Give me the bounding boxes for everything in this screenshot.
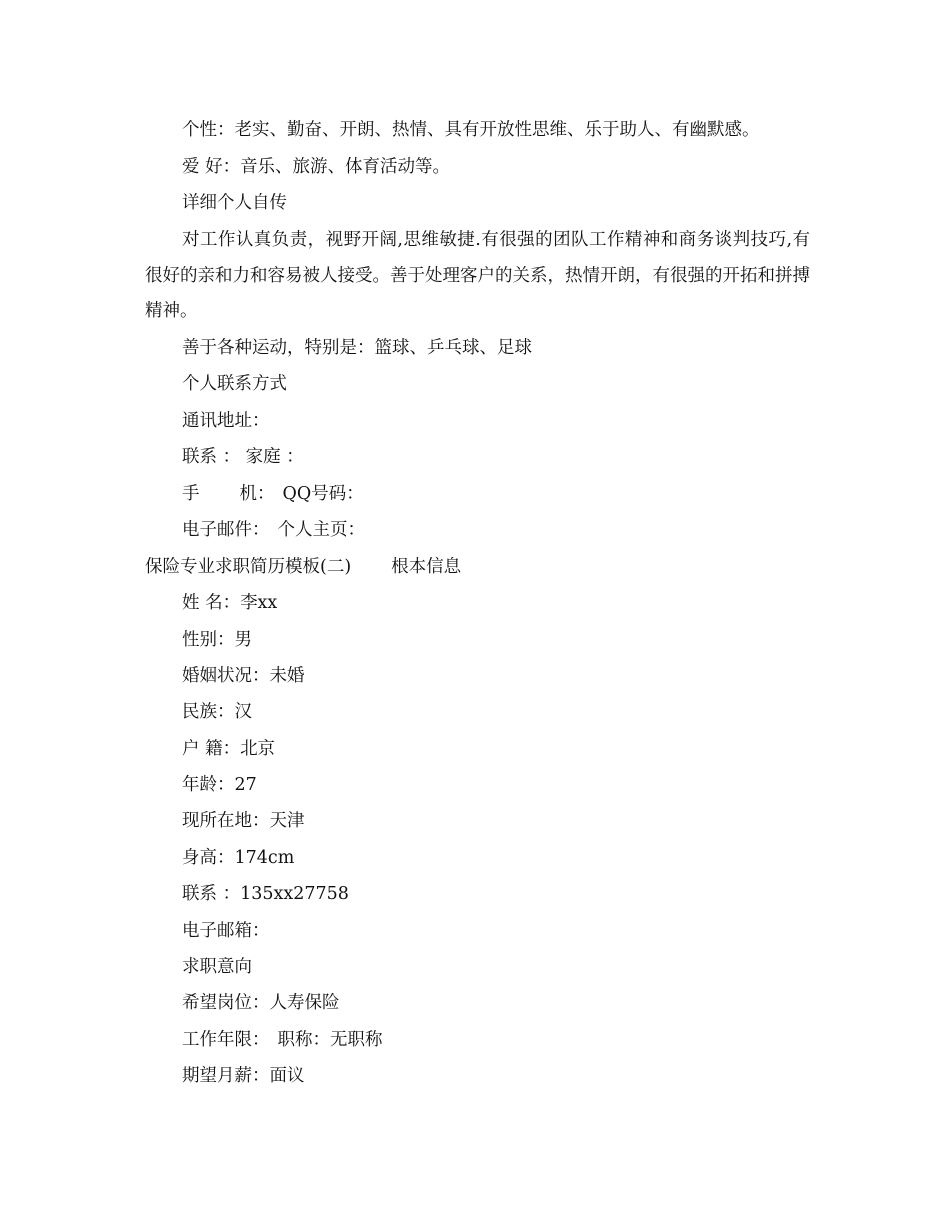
template2-title: 保险专业求职简历模板(二) — [145, 557, 352, 577]
mobile-label: 手 — [182, 484, 200, 504]
title-label: 职称：无职称 — [277, 1030, 383, 1050]
bio-paragraph: 对工作认真负责，视野开阔,思维敏捷.有很强的团队工作精神和商务谈判技巧,有很好的亲和力和容易被人接受。善于处理客户的关系，热情开朗，有很强的开拓和拼搏精神。 — [145, 230, 810, 321]
ethnicity-line: 民族：汉 — [182, 702, 252, 722]
name-line: 姓 名：李xx — [182, 593, 278, 613]
gender-line: 性别：男 — [182, 630, 252, 650]
email2-line: 电子邮箱： — [182, 921, 270, 941]
email-label: 电子邮件： — [182, 520, 270, 540]
bio-heading: 详细个人自传 — [182, 193, 287, 213]
contact-phone-line: 联系 ：135xx27758 — [182, 884, 349, 904]
hukou-line: 户 籍：北京 — [182, 739, 276, 759]
address-line: 通讯地址： — [182, 411, 270, 431]
intent-heading: 求职意向 — [182, 957, 252, 977]
personality-line: 个性：老实、勤奋、开朗、热情、具有开放性思维、乐于助人、有幽默感。 — [182, 120, 760, 140]
location-line: 现所在地：天津 — [182, 811, 305, 831]
years-title-line — [182, 1029, 383, 1051]
age-line: 年龄：27 — [182, 775, 257, 795]
hobbies-line: 爱 好：音乐、旅游、体育活动等。 — [182, 157, 451, 177]
homepage-label: 个人主页： — [277, 520, 365, 540]
height-line: 身高：174cm — [182, 848, 295, 868]
basic-info-heading: 根本信息 — [391, 557, 462, 577]
email-homepage-line — [182, 519, 365, 541]
mobile-label-2: 机： — [239, 484, 275, 504]
home-phone-line: 联系 ： 家庭 ： — [182, 447, 304, 467]
mobile-qq-line — [182, 483, 364, 505]
sports-line: 善于各种运动，特别是：篮球、乒乓球、足球 — [182, 338, 532, 358]
qq-label: QQ号码： — [282, 484, 364, 504]
marital-line: 婚姻状况：未婚 — [182, 666, 305, 686]
template2-title-line — [145, 556, 461, 578]
position-line: 希望岗位：人寿保险 — [182, 993, 340, 1013]
salary-line: 期望月薪：面议 — [182, 1066, 305, 1086]
years-label: 工作年限： — [182, 1030, 270, 1050]
contact-heading: 个人联系方式 — [182, 374, 287, 394]
